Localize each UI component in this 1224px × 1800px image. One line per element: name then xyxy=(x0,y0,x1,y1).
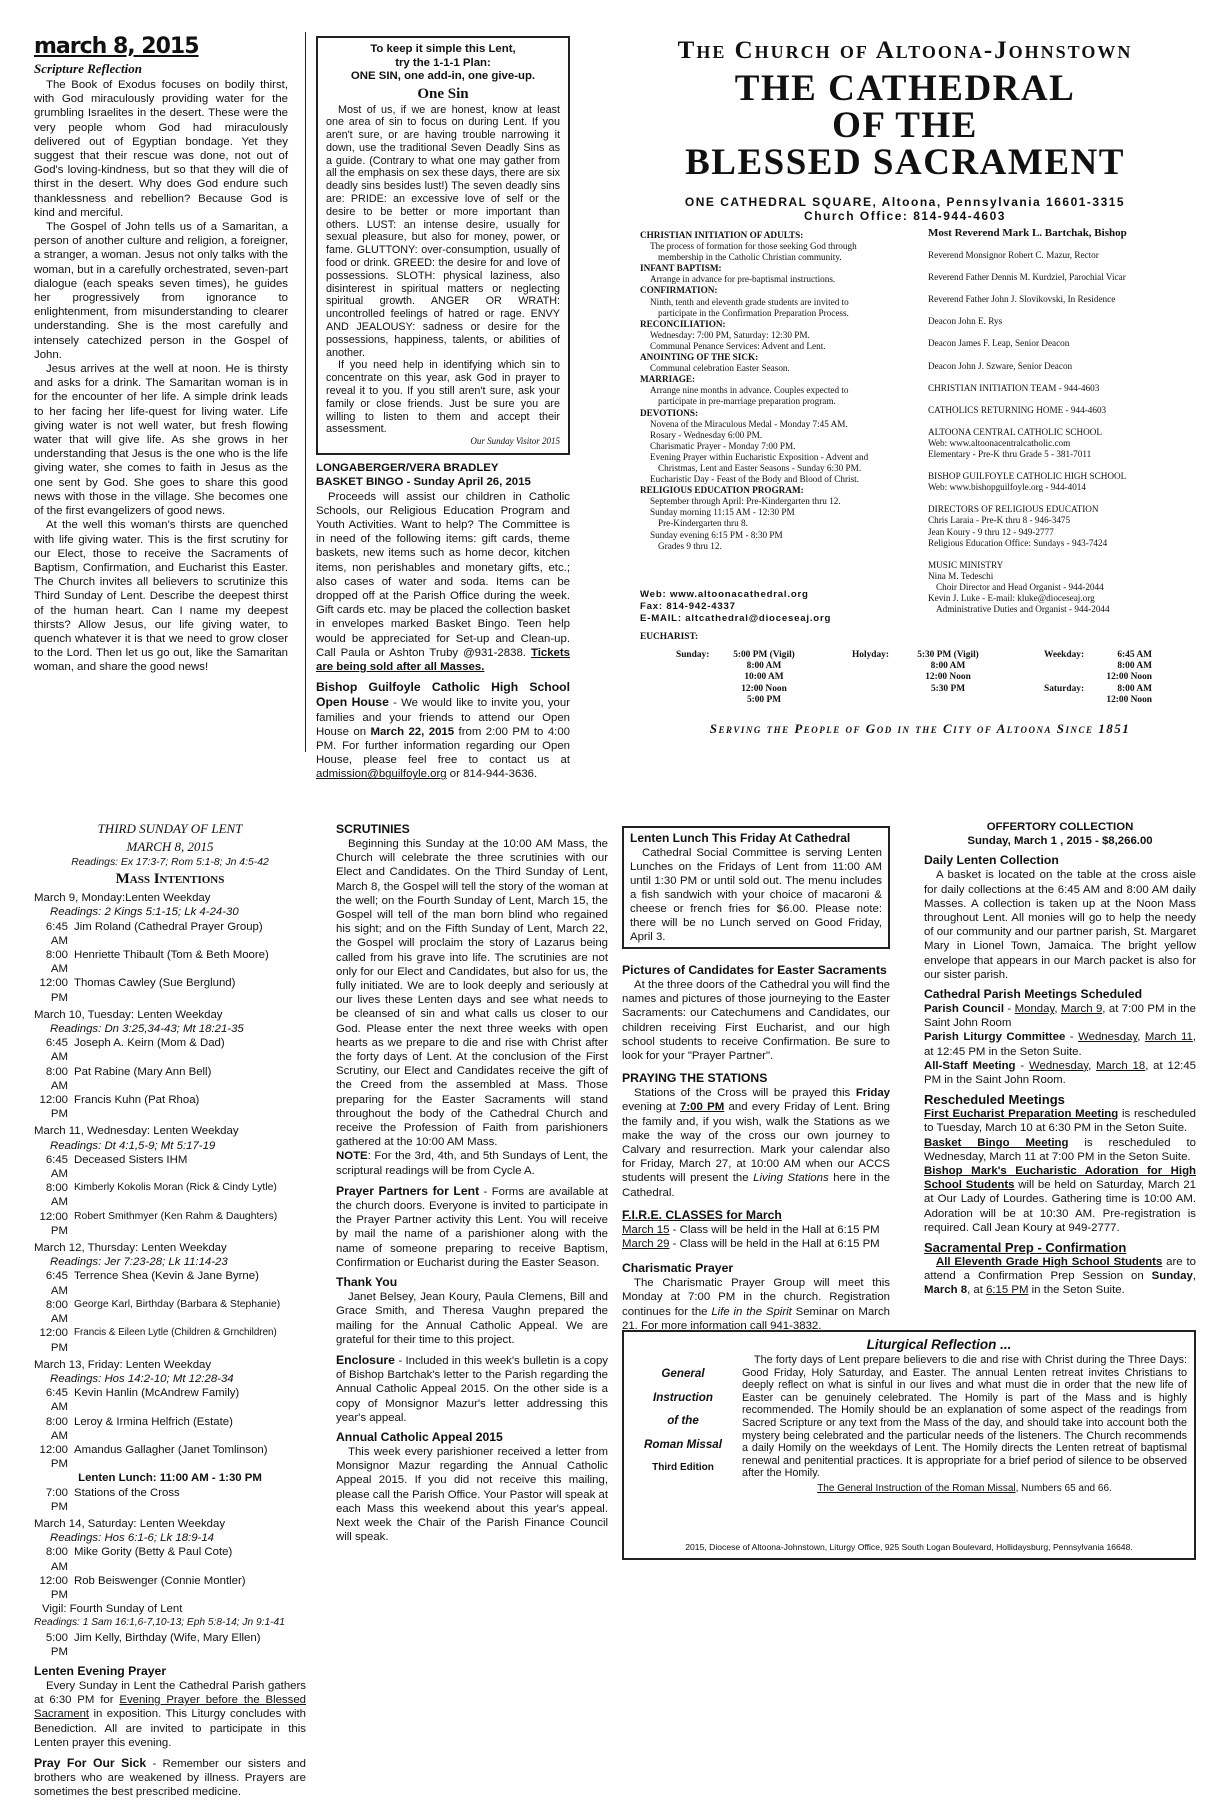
sunday-label: Sunday: xyxy=(676,650,710,660)
note-text: : For the 3rd, 4th, and 5th Sundays of Lent, the scriptural readings will be from Cycle A. xyxy=(336,1150,608,1177)
music-ministry xyxy=(928,560,1196,615)
weekday-label: Weekday: xyxy=(1044,650,1085,660)
sacrament-line: Evening Prayer within Eucharistic Exposition - Advent and xyxy=(650,451,869,462)
sacrament-line: Rosary - Wednesday 6:00 PM. xyxy=(650,429,763,440)
meeting-text: Parish Council xyxy=(924,1003,1004,1016)
sacrament-item xyxy=(640,285,930,318)
cathedral-name: BLESSED SACRAMENT xyxy=(685,142,1125,183)
one-sin-paragraph: Most of us, if we are honest, know at least one area of sin to focus on during Lent. If you aren't sure, or are having trouble narrowing it down, use the traditional Seven Deadly Sins as a guide. (Contrary to what one may gather from all the emphasis on sex these days, there are six deadly sins besides lust!) The seven deadly sins are: PRIDE: an excessive love of self or the desire to be better or more important than others. LUST: an intense desire, usually for sexual pleasure, but also for money, power, or fame. GLUTTONY: over-consumption, usually of food or drink. GREED: the desire for and love of possessions. SLOTH: physical laziness, also disinterest in spiritual matters or neglecting spiritual growth. ANGER OR WRATH: uncontrolled feelings of hatred or rage. ENVY AND JEALOUSY: sadness or desire for the possessions, happiness, talents, or abilities of another. xyxy=(326,103,560,359)
lent-plan-heading: To keep it simple this Lent, xyxy=(370,43,516,55)
day-heading: March 13, Friday: Lenten Weekday xyxy=(34,1358,212,1371)
stations-text: and every Friday of Lent. Bring the family and, if you wish, walk the Stations as we make the way of the cross our own journey to Calvary and resurrection. Mark your calendar also for Friday, March 27, at 10:00 AM when our ACCS students will present the xyxy=(622,1101,890,1185)
liturgical-reflection-title: Liturgical Reflection ... xyxy=(866,1337,1012,1352)
mass-time: 5:30 PM xyxy=(930,683,966,694)
mass-time: 12:00 Noon xyxy=(1106,694,1152,705)
mass-time: 12:00 Noon xyxy=(741,683,787,694)
charismatic-text: Life in the Spirit xyxy=(711,1305,792,1318)
sacramental-text: are to attend a Confirmation Prep Session on xyxy=(924,1256,1196,1283)
sacrament-line: Arrange in advance for pre-baptismal instructions. xyxy=(650,274,836,285)
lenten-prayer-text: Evening Prayer before the Blessed Sacrament xyxy=(34,1694,306,1721)
lent-column xyxy=(316,36,571,781)
day-readings: Readings: 2 Kings 5:1-15; Lk 4-24-30 xyxy=(50,906,239,919)
stations-title: PRAYING THE STATIONS xyxy=(622,1071,768,1086)
mass-intentions-column xyxy=(34,820,306,1799)
open-house-text: from 2:00 PM to 4:00 PM. For further information regarding our Open House, please feel free to contact us at xyxy=(316,725,570,767)
day-readings: Readings: Dn 3:25,34-43; Mt 18:21-35 xyxy=(50,1023,244,1036)
staff-entry: CHRISTIAN INITIATION TEAM - 944-4603 xyxy=(928,382,1100,393)
sacrament-line: Grades 9 thru 12. xyxy=(658,540,722,551)
mass-time: 12:00 Noon xyxy=(1106,672,1152,683)
lenten-lunch-hours: Lenten Lunch: 11:00 AM - 1:30 PM xyxy=(78,1472,262,1485)
sacrament-heading: CONFIRMATION: xyxy=(640,285,718,296)
liturgical-reflection-text: The forty days of Lent prepare believers to die and rise with Christ during the Three Days: Good Friday, Holy Saturday, and Easter. The annual Lenten retreat invites Christians to deeply reflect on what is sinful in our lives and what must die in order that the new life of Easter can be genuinely celebrated. The Homily is part of the Mass and is highly recommended. The Homily should be an explanation of some aspect of the readings from Sacred Scripture or any text from the Mass of the day, and should take into account both the mystery being celebrated and the particular needs of the listeners. The Church recommends a daily Homily on the weekdays of Lent. The Homily directs the Lenten retreat of baptismal renewal and penitential practices. It is appropriate for a brief period of silence to be observed after the Homily. xyxy=(742,1354,1187,1480)
intention-row: 8:00 AM Pat Rabine (Mary Ann Bell) xyxy=(45,1065,212,1092)
enclosure-title: Enclosure xyxy=(336,1352,395,1367)
meeting-text: , at 12:45 PM in the Seton Suite. xyxy=(924,1031,1196,1058)
sacrament-heading: ANOINTING OF THE SICK: xyxy=(640,352,759,363)
day-heading: March 10, Tuesday: Lenten Weekday xyxy=(34,1008,223,1021)
intention-row: 12:00 PM Robert Smithmyer (Ken Rahm & Daughters) xyxy=(39,1210,278,1237)
staff-entry: Reverend Monsignor Robert C. Mazur, Rector xyxy=(928,250,1099,261)
sick-title: Pray For Our Sick xyxy=(34,1755,147,1770)
sacraments-list xyxy=(640,230,930,600)
one-sin-credit: Our Sunday Visitor 2015 xyxy=(470,436,560,447)
dre-line: Religious Education Office: Sundays - 943-7424 xyxy=(928,537,1108,548)
basket-bingo-title: BASKET BINGO - Sunday April 26, 2015 xyxy=(316,476,531,489)
rescheduled-title: Rescheduled Meetings xyxy=(924,1092,1065,1108)
intention-row: 12:00 PM Thomas Cawley (Sue Berglund) xyxy=(39,977,236,1004)
open-house xyxy=(316,680,570,781)
day-heading: March 12, Thursday: Lenten Weekday xyxy=(34,1242,227,1255)
stations-text: Living Stations xyxy=(753,1172,829,1185)
day-readings: Readings: Hos 14:2-10; Mt 12:28-34 xyxy=(50,1372,234,1385)
sacramental-text: , at xyxy=(967,1284,987,1297)
sick-text: - Remember our sisters and brothers who are weakened by illness. Prayers are sometimes the best prescribed medicine. xyxy=(34,1757,306,1799)
sacrament-line: Arrange nine months in advance. Couples expected to xyxy=(650,385,849,396)
holyday-label: Holyday: xyxy=(852,650,889,660)
open-house-date: March 22, 2015 xyxy=(370,725,455,738)
meeting-text: Wednesday xyxy=(1078,1031,1138,1044)
intention-row: 8:00 AM Mike Gority (Betty & Paul Cote) xyxy=(45,1546,233,1573)
fire-class-item: March 29 - Class will be held in the Hall at 6:15 PM xyxy=(622,1238,880,1251)
cathedral-name: OF THE xyxy=(832,105,978,146)
music-line: MUSIC MINISTRY xyxy=(928,559,1004,570)
rescheduled-text: is rescheduled to Tuesday, March 10 at 6:30 PM in the Seton Suite. xyxy=(924,1108,1196,1135)
serving-tagline: Serving the People of God in the City of Altoona Since 1851 xyxy=(709,721,1131,736)
sacramental-text: in the Seton Suite. xyxy=(1028,1284,1125,1297)
intention-row: 5:00 PM Jim Kelly, Birthday (Wife, Mary Ellen) xyxy=(45,1631,261,1658)
rescheduled-text: Basket Bingo Meeting xyxy=(924,1136,1069,1149)
diocese-name: The Church of Altoona-Johnstown xyxy=(677,37,1133,64)
bulletin-date: march 8, 2015 xyxy=(34,34,199,59)
sacrament-line: Charismatic Prayer - Monday 7:00 PM. xyxy=(650,440,796,451)
rescheduled-text: will be held on Saturday, March 21 at Our Lady of Lourdes. Gathering time is 10:00 AM. Adoration will be at 10:30 AM. Pre-registration is required. Call Jean Koury at 949-2777. xyxy=(924,1179,1196,1234)
dre-line: DIRECTORS OF RELIGIOUS EDUCATION xyxy=(928,504,1099,515)
sacrament-line: Communal celebration Easter Season. xyxy=(650,363,790,374)
sacramental-text: All Eleventh Grade High School Students xyxy=(936,1256,1163,1269)
sacrament-line: September through April: Pre-Kindergarten thru 12. xyxy=(650,496,841,507)
day-heading: March 11, Wednesday: Lenten Weekday xyxy=(34,1125,239,1138)
appeal-text: This week every parishioner received a letter from Monsignor Mazur regarding the Annual Catholic Appeal 2015. If you did not receive this mailing, please call the Parish Office. Your Pastor will speak at each Mass this weekend about this year's appeal. Next week the Chair of the Parish Finance Council will speak. xyxy=(336,1445,608,1544)
sacrament-line: participate in pre-marriage preparation program. xyxy=(658,396,836,407)
day-readings: Readings: Jer 7:23-28; Lk 11:14-23 xyxy=(50,1256,228,1269)
liturgy-office-footer: 2015, Diocese of Altoona-Johnstown, Liturgy Office, 925 South Logan Boulevard, Hollidaysburg, Pennsylvania 16648. xyxy=(685,1541,1133,1552)
prayer-partners-title: Prayer Partners for Lent xyxy=(336,1183,480,1198)
saturday-times xyxy=(1090,684,1152,706)
email[interactable]: E-MAIL: altcathedral@dioceseaj.org xyxy=(640,613,832,624)
meeting-text: Monday xyxy=(1014,1003,1055,1016)
column-divider xyxy=(305,32,306,752)
mass-time: 5:00 PM xyxy=(746,694,782,705)
sacrament-line: The process of formation for those seeking God through xyxy=(650,241,857,252)
meeting-text: March 18 xyxy=(1096,1059,1146,1072)
school-line: ALTOONA CENTRAL CATHOLIC SCHOOL xyxy=(928,426,1102,437)
offertory-title: OFFERTORY COLLECTION xyxy=(986,821,1134,833)
mass-intentions-heading: Mass Intentions xyxy=(115,871,225,888)
sacrament-line: Eucharistic Day - Feast of the Body and Blood of Christ. xyxy=(650,474,859,485)
school-entry xyxy=(928,471,1196,493)
fire-class-item: March 15 - Class will be held in the Hall at 6:15 PM xyxy=(622,1223,880,1236)
stations-text: Stations of the Cross will be prayed this xyxy=(634,1087,856,1100)
staff-entry: CATHOLICS RETURNING HOME - 944-4603 xyxy=(928,404,1107,415)
daily-collection-text: A basket is located on the table at the cross aisle for daily collections at the 6:45 AM and 8:00 AM daily Masses. A collection is taken up at the Noon Mass throughout Lent. All monies will go to help the needy of our community and our partner parish, St. Margaret Mary in Lionel Town, Jamaica. The bright yellow envelope that appears in our March packet is also for our sister parish. xyxy=(924,869,1196,981)
mass-time: 5:00 PM (Vigil) xyxy=(733,650,795,660)
dre-line: Chris Laraia - Pre-K thru 8 - 946-3475 xyxy=(928,515,1071,526)
cathedral-name: THE CATHEDRAL xyxy=(734,68,1076,109)
meeting-text: March 11 xyxy=(1144,1031,1193,1044)
music-line: Administrative Duties and Organist - 944-2044 xyxy=(936,604,1110,615)
sacrament-item xyxy=(640,352,930,374)
rescheduled-text: Bishop Mark's Eucharistic Adoration for High School Students xyxy=(924,1165,1196,1192)
mass-time: 8:00 AM xyxy=(1117,661,1152,672)
sacrament-item xyxy=(640,374,930,407)
charismatic-text: Seminar on March 21. For more information call 941-3832. xyxy=(622,1305,890,1332)
school-line: Elementary - Pre-K thru Grade 5 - 381-7011 xyxy=(928,449,1092,460)
intention-row: 6:45 AM Joseph A. Keirn (Mom & Dad) xyxy=(45,1037,225,1064)
girm-reference: , Numbers 65 and 66. xyxy=(1015,1482,1112,1494)
staff-directory xyxy=(928,228,1196,658)
sacrament-heading: CHRISTIAN INITIATION OF ADULTS: xyxy=(640,230,804,240)
prayer-partners-text: - Forms are available at the church doors. Everyone is invited to participate in the Prayer Partner activity this Lent. You will receive by mail the name of a parishioner along with the name of someone preparing to receive Baptism, Confirmation or Eucharist during the Easter Season. xyxy=(336,1185,608,1269)
intention-row: 7:00 PM Stations of the Cross xyxy=(45,1486,180,1513)
scrutinies-column xyxy=(336,820,608,1560)
stations-text: 7:00 PM xyxy=(680,1101,725,1114)
fire-classes-title: F.I.R.E. CLASSES for March xyxy=(622,1207,782,1222)
intention-row: 6:45 AM Deceased Sisters IHM xyxy=(45,1153,188,1181)
school-entry xyxy=(928,427,1196,460)
meeting-text: , at 12:45 PM in the Saint John Room. xyxy=(924,1059,1196,1087)
weekday-times xyxy=(1090,650,1152,684)
sacrament-line: Ninth, tenth and eleventh grade students are invited to xyxy=(650,296,849,307)
charismatic-text: The Charismatic Prayer Group will meet this Monday at 7:00 PM in the church. Registration continues for the xyxy=(622,1277,890,1318)
lenten-lunch-text: Cathedral Social Committee is serving Lenten Lunches on the Fridays of Lent from 11:00 AM until 1:30 PM or until sold out. The menu includes a fish sandwich with your choice of macaroni & cheese or french fries for $6.00. Please note: there will be no Lunch served on Good Friday, April 3. xyxy=(630,847,882,943)
mass-time: 6:45 AM xyxy=(1117,650,1152,660)
intention-row: 8:00 AM Leroy & Irmina Helfrich (Estate) xyxy=(45,1415,233,1442)
basket-bingo-body: Proceeds will assist our children in Catholic Schools, our Religious Education Program and Youth Activities. Want to help? The Committee is in need of the following items: gift cards, theme baskets, new items such as home decor, kitchen items, non perishables and monetary gifts, etc.; also cases of water and soda. Items can be dropped off at the Parish Office during the week. Gift cards etc. may be placed the collection basket in envelopes marked Basket Bingo. Teen help would be appreciated for Set-up and Clean-up. Call Paula or Ashton Truby @931-2838. xyxy=(316,490,570,659)
holyday-times xyxy=(898,650,998,695)
mass-time: 8:00 AM xyxy=(746,661,782,672)
church-office-phone: Church Office: 814-944-4603 xyxy=(804,209,1006,223)
saturday-label: Saturday: xyxy=(1044,683,1085,694)
lenten-prayer-text: Every Sunday in Lent the Cathedral Parish gathers at 6:30 PM for xyxy=(34,1679,306,1707)
girm-label: General Instruction of the Roman Missal Third Edition xyxy=(644,1367,722,1473)
meeting-text: All-Staff Meeting xyxy=(924,1059,1016,1072)
lenten-prayer-title: Lenten Evening Prayer xyxy=(34,1663,167,1678)
dre-line: Jean Koury - 9 thru 12 - 949-2777 xyxy=(928,526,1054,537)
masthead xyxy=(615,36,1195,223)
lenten-lunch-title: Lenten Lunch This Friday At Cathedral xyxy=(630,831,851,845)
staff-entry: Reverend Father Dennis M. Kurdziel, Parochial Vicar xyxy=(928,272,1126,283)
day-readings: Readings: Dt 4:1,5-9; Mt 5:17-19 xyxy=(50,1139,216,1152)
sacrament-heading: DEVOTIONS: xyxy=(640,407,699,418)
pictures-title: Pictures of Candidates for Easter Sacraments xyxy=(622,963,887,977)
mass-time: 12:00 Noon xyxy=(925,672,971,683)
school-line: Web: www.bishopguilfoyle.org - 944-4014 xyxy=(928,482,1086,493)
sacramental-text: Sunday xyxy=(1151,1270,1193,1283)
cathedral-address: ONE CATHEDRAL SQUARE, Altoona, Pennsylvania 16601-3315 xyxy=(684,195,1126,209)
charismatic-title: Charismatic Prayer xyxy=(622,1261,734,1276)
stations-text: Friday xyxy=(855,1087,890,1100)
mass-time: 5:30 PM (Vigil) xyxy=(917,650,979,660)
website[interactable]: Web: www.altoonacathedral.org xyxy=(640,589,809,600)
sunday-readings: Readings: Ex 17:3-7; Rom 5:1-8; Jn 4:5-42 xyxy=(71,857,269,868)
staff-entry: Reverend Father John J. Slovikovski, In Residence xyxy=(928,294,1116,305)
scripture-column xyxy=(34,34,288,764)
appeal-title: Annual Catholic Appeal 2015 xyxy=(336,1429,503,1444)
scrutinies-text: Beginning this Sunday at the 10:00 AM Mass, the Church will celebrate the three scrutinies with our Elect and Candidates. On the Third Sunday of Lent, March 8, the Gospel will tell the story of the woman at the well; on the Fourth Sunday of Lent, March 15, the Gospel will tell of the man born blind who regained his sight; and on the Fifth Sunday of Lent, March 22, the Gospel will proclaim the story of Lazarus being called from his grave into life. The scrutinies are not only for our Elect and Candidates, but also for us, the fully initiated. We are to look deeply and seriously at our lives these Lenten days and see what needs to be cleansed of sin and what calls us closer to our God. Please enter the next three weeks with open hearts as we prepare to die and rise with Christ after the forty days of Lent. At the conclusion of the First Scrutiny, our Elect and Candidates receive the gift of the Creed from the assembled at Mass. Those preparing for the Easter Sacraments will stand throughout the body of the Cathedral Church and receive the Profession of Faith from parishioners gathered at the 10:00 AM Mass. xyxy=(336,838,608,1149)
intention-row: 6:45 AM Kevin Hanlin (McAndrew Family) xyxy=(45,1387,240,1414)
sacrament-item xyxy=(640,485,930,552)
lenten-lunch-box xyxy=(622,826,890,949)
sacrament-line: Novena of the Miraculous Medal - Monday 7:45 AM. xyxy=(650,418,848,429)
sacrament-item xyxy=(640,319,930,352)
sacrament-line: membership in the Catholic Christian community. xyxy=(658,252,842,263)
mass-time: 8:00 AM xyxy=(930,661,966,672)
music-line: Kevin J. Luke - E-mail: kluke@dioceseaj.org xyxy=(928,592,1095,603)
school-line: BISHOP GUILFOYLE CATHOLIC HIGH SCHOOL xyxy=(928,471,1127,482)
note-label: NOTE xyxy=(336,1150,368,1163)
offertory-amount: Sunday, March 1 , 2015 - $8,266.00 xyxy=(967,835,1153,848)
rescheduled-text: is rescheduled to Wednesday, March 11 at 7:00 PM in the Seton Suite. xyxy=(924,1136,1197,1163)
lent-plan-heading: ONE SIN, one add-in, one give-up. xyxy=(350,70,536,82)
basket-bingo xyxy=(316,461,570,674)
scripture-paragraph: Jesus arrives at the well at noon. He is thirsty and asks for a drink. The Samaritan woman is in for the encounter of her life. A simple drink leads to her facing her life-quest for living water. Life giving water is not well water, but fresh flowing water that will give life. As she grows in her understanding that Jesus is the one who is the life giving water, she comes to faith in Jesus as the one sent by God. She goes to share this good news with those in the village. She becomes one of the first evangelizers of good news. xyxy=(34,363,288,518)
girm-reference: The General Instruction of the Roman Missal xyxy=(817,1482,1016,1494)
intention-row: 12:00 PM Francis & Eileen Lytle (Children & Grnchildren) xyxy=(39,1327,277,1354)
fax: Fax: 814-942-4337 xyxy=(640,601,736,612)
sacrament-heading: RELIGIOUS EDUCATION PROGRAM: xyxy=(640,485,804,496)
sacrament-line: Sunday evening 6:15 PM - 8:30 PM xyxy=(650,529,783,540)
music-line: Choir Director and Head Organist - 944-2044 xyxy=(936,581,1104,592)
sunday-title: THIRD SUNDAY OF LENT xyxy=(97,821,243,836)
meeting-text: Parish Liturgy Committee xyxy=(924,1031,1066,1044)
sacramental-text: March 8 xyxy=(924,1284,968,1297)
open-house-text: or 814-944-3636. xyxy=(446,768,538,781)
sacramental-title: Sacramental Prep - Confirmation xyxy=(924,1240,1127,1256)
sacrament-item xyxy=(640,230,930,263)
scripture-paragraph: At the well this woman's thirsts are quenched with life giving water. This is the first scrutiny for our Elect, those to receive the Sacraments of Baptism, Confirmation, and Eucharist this Easter. The Church invites all believers to scrutinize this Third Sunday of Lent. Describe the deepest thirst of the human heart. Can I name my deepest thirsts? Allow Jesus, our life giving water, to quench whatever it is that we need to grow closer to the Lord. Then let us go out, like the Samaritan woman, and share the good news! xyxy=(34,519,288,674)
sacrament-line: Sunday morning 11:15 AM - 12:30 PM xyxy=(650,507,795,518)
open-house-email[interactable]: admission@bguilfoyle.org xyxy=(316,768,447,781)
basket-bingo-title: LONGABERGER/VERA BRADLEY xyxy=(316,462,499,475)
liturgical-reflection-box xyxy=(622,1330,1196,1560)
music-line: Nina M. Tedeschi xyxy=(928,570,994,581)
thank-you-title: Thank You xyxy=(336,1275,398,1290)
intention-row: 12:00 PM Amandus Gallagher (Janet Tomlinson) xyxy=(39,1443,268,1471)
staff-entry: Deacon John J. Szware, Senior Deacon xyxy=(928,360,1073,371)
one-sin-box xyxy=(316,36,570,455)
intention-row: 6:45 AM Terrence Shea (Kevin & Jane Byrne) xyxy=(45,1270,259,1297)
open-house-text: - We would like to invite you, your families and your friends to attend our Open House on xyxy=(316,697,571,738)
meetings-title: Cathedral Parish Meetings Scheduled xyxy=(924,987,1143,1002)
scrutinies-title: SCRUTINIES xyxy=(336,822,410,836)
open-house-title: Bishop Guilfoyle Catholic High School Open House xyxy=(316,680,570,710)
sacramental-text: 6:15 PM xyxy=(986,1284,1029,1297)
sacrament-line: participate in the Confirmation Preparation Process. xyxy=(658,307,849,318)
thank-you-text: Janet Belsey, Jean Koury, Paula Clemens, Bill and Grace Smith, and Theresa Vaughn prepared the mailing for the Annual Catholic Appeal. We are grateful for their time to this project. xyxy=(336,1291,608,1346)
sacrament-line: Christmas, Lent and Easter Seasons - Sunday 6:30 PM. xyxy=(658,462,862,473)
sacrament-heading: INFANT BAPTISM: xyxy=(640,263,722,274)
stations-text: here in the Cathedral. xyxy=(622,1172,890,1199)
sacrament-line: Communal Penance Services: Advent and Lent. xyxy=(650,340,826,351)
mass-time: 10:00 AM xyxy=(744,672,784,683)
lenten-prayer-text: in exposition. This Liturgy concludes with Benediction. All are invited to participate in this Lenten prayer this evening. xyxy=(34,1708,306,1749)
meeting-text: March 9 xyxy=(1060,1003,1103,1016)
lent-plan-heading: try the 1-1-1 Plan: xyxy=(395,56,491,69)
eucharist-schedule xyxy=(640,632,1200,712)
intention-row: 8:00 AM Henriette Thibault (Tom & Beth Moore) xyxy=(45,949,269,976)
sacrament-line: Wednesday: 7:00 PM, Saturday: 12:30 PM. xyxy=(650,329,810,340)
scripture-heading: Scripture Reflection xyxy=(34,61,142,76)
vigil-heading: Vigil: Fourth Sunday of Lent xyxy=(42,1603,183,1616)
sacrament-line: Pre-Kindergarten thru 8. xyxy=(658,518,748,529)
eucharist-label: EUCHARIST: xyxy=(640,632,699,642)
scripture-paragraph: The Book of Exodus focuses on bodily thirst, with God miraculously providing water for the grumbling Israelites in the desert. These were the very people whom God had miraculously delivered out of Egyptian bondage. Yet they suggest that their rescue was done, not out of God's loving-kindness, but so that they will die of thirst in the desert. Why does God endure such thanklessness and rebellion? Because God is kind and merciful. xyxy=(34,79,288,219)
meeting-text: , at 7:00 PM in the Saint John Room xyxy=(924,1003,1196,1030)
sunday-date: MARCH 8, 2015 xyxy=(126,839,214,854)
intention-row: 8:00 AM George Karl, Birthday (Barbara & Stephanie) xyxy=(45,1298,281,1326)
intention-row: 12:00 PM Francis Kuhn (Pat Rhoa) xyxy=(39,1094,200,1121)
staff-entry: Deacon John E. Rys xyxy=(928,316,1003,327)
day-heading: March 14, Saturday: Lenten Weekday xyxy=(34,1517,226,1530)
sacrament-heading: MARRIAGE: xyxy=(640,374,696,385)
staff-entry: Deacon James F. Leap, Senior Deacon xyxy=(928,338,1070,349)
tickets-note: Tickets are being sold after all Masses. xyxy=(316,646,570,674)
stations-text: evening at xyxy=(622,1101,681,1114)
sacrament-item xyxy=(640,263,930,285)
scripture-paragraph: The Gospel of John tells us of a Samaritan, a person of another culture and religion, a foreigner, a stranger, a woman. Jesus not only talks with the woman, but in a carefully orchestrated, seven-part dialogue (each speaks seven times), he guides her progressively from ignorance to enlightenment, from misunderstanding to clearer understanding. She is the most carefully and intensely catechized person in the Gospel of John. xyxy=(34,221,288,361)
intention-row: 6:45 AM Jim Roland (Cathedral Prayer Group) xyxy=(45,920,263,947)
one-sin-title: One Sin xyxy=(417,85,469,102)
rescheduled-text: First Eucharist Preparation Meeting xyxy=(924,1108,1119,1121)
sacrament-heading: RECONCILIATION: xyxy=(640,318,726,329)
one-sin-paragraph: If you need help in identifying which sin to concentrate on this year, ask God in prayer to reveal it to you. If you still aren't sure, ask your family or close friends. Just be sure you are willing to listen to them and accept their assessment. xyxy=(326,359,560,436)
bishop-name: Most Reverend Mark L. Bartchak, Bishop xyxy=(928,227,1127,239)
pictures-text: At the three doors of the Cathedral you will find the names and pictures of those journeying to the Easter Sacraments: our Catechumens and Candidates, our children receiving First Eucharist, and our high school students to receive Confirmation. Be sure to look for your "Prayer Partner". xyxy=(622,979,890,1063)
vigil-readings: Readings: 1 Sam 16:1,6-7,10-13; Eph 5:8-14; Jn 9:1-41 xyxy=(34,1617,285,1629)
sacrament-item xyxy=(640,408,930,486)
events-column xyxy=(622,826,890,1346)
day-heading: March 9, Monday:Lenten Weekday xyxy=(34,892,211,905)
intention-row: 8:00 AM Kimberly Kokolis Moran (Rick & Cindy Lytle) xyxy=(45,1182,277,1209)
intention-row: 12:00 PM Rob Beiswenger (Connie Montler) xyxy=(39,1574,246,1601)
contact-info xyxy=(640,589,930,629)
daily-collection-title: Daily Lenten Collection xyxy=(924,853,1059,868)
meeting-text: Wednesday xyxy=(1028,1059,1089,1072)
religious-education-directors xyxy=(928,504,1196,548)
sunday-times xyxy=(714,650,814,706)
enclosure-text: - Included in this week's bulletin is a copy of Bishop Bartchak's letter to the Parish regarding the Annual Catholic Appeal 2015. On the other side is a copy of Monsignor Mazur's letter addressing this year's appeal. xyxy=(336,1354,608,1424)
mass-time: 8:00 AM xyxy=(1117,683,1152,694)
offertory-column: OFFERTORY COLLECTION Sunday, March 1 , 2015 - $8,266.00 Daily Lenten Collection A basket is located on the table at the cross aisle for daily collections at the 6:45 AM and 8:00 AM daily Masses. A collection is taken up at the Noon Mass throughout Lent. All monies will go to help the needy of our community and our partner parish, St. Margaret Mary in Lionel Town, Jamaica. The bright yellow envelope that appears in our March packet is also for our sister parish. Cathedral Parish Meetings Scheduled Parish Council - Monday, March 9, at 7:00 PM in the Saint John Room Parish Liturgy Committee - Wednesday, March 11, at 12:45 PM in the Seton Suite. All-Staff Meeting - Wednesday, March 18, at 12:45 PM in the Saint John Room. Rescheduled Meetings First Eucharist Preparation Meeting is rescheduled to Tuesday, March 10 at 6:30 PM in the Seton Suite. Basket Bingo Meeting is rescheduled to Wednesday, March 11 at 7:00 PM in the Seton Suite. Bishop Mark's Eucharistic Adoration for High School Students will be held on Saturday, March 21 at Our Lady of Lourdes. Gathering time is 10:00 AM. Adoration will be at 10:30 AM. Pre-registration is required. Call Jean Koury at 949-2777. Sacramental Prep - Confirmation All Eleventh Grade High School Students are to attend a Confirmation Prep Session on Sunday, March 8, at 6:15 PM in the Seton Suite. xyxy=(924,821,1197,1297)
school-line: Web: www.altoonacentralcatholic.com xyxy=(928,437,1071,448)
day-readings: Readings: Hos 6:1-6; Lk 18:9-14 xyxy=(50,1532,214,1545)
